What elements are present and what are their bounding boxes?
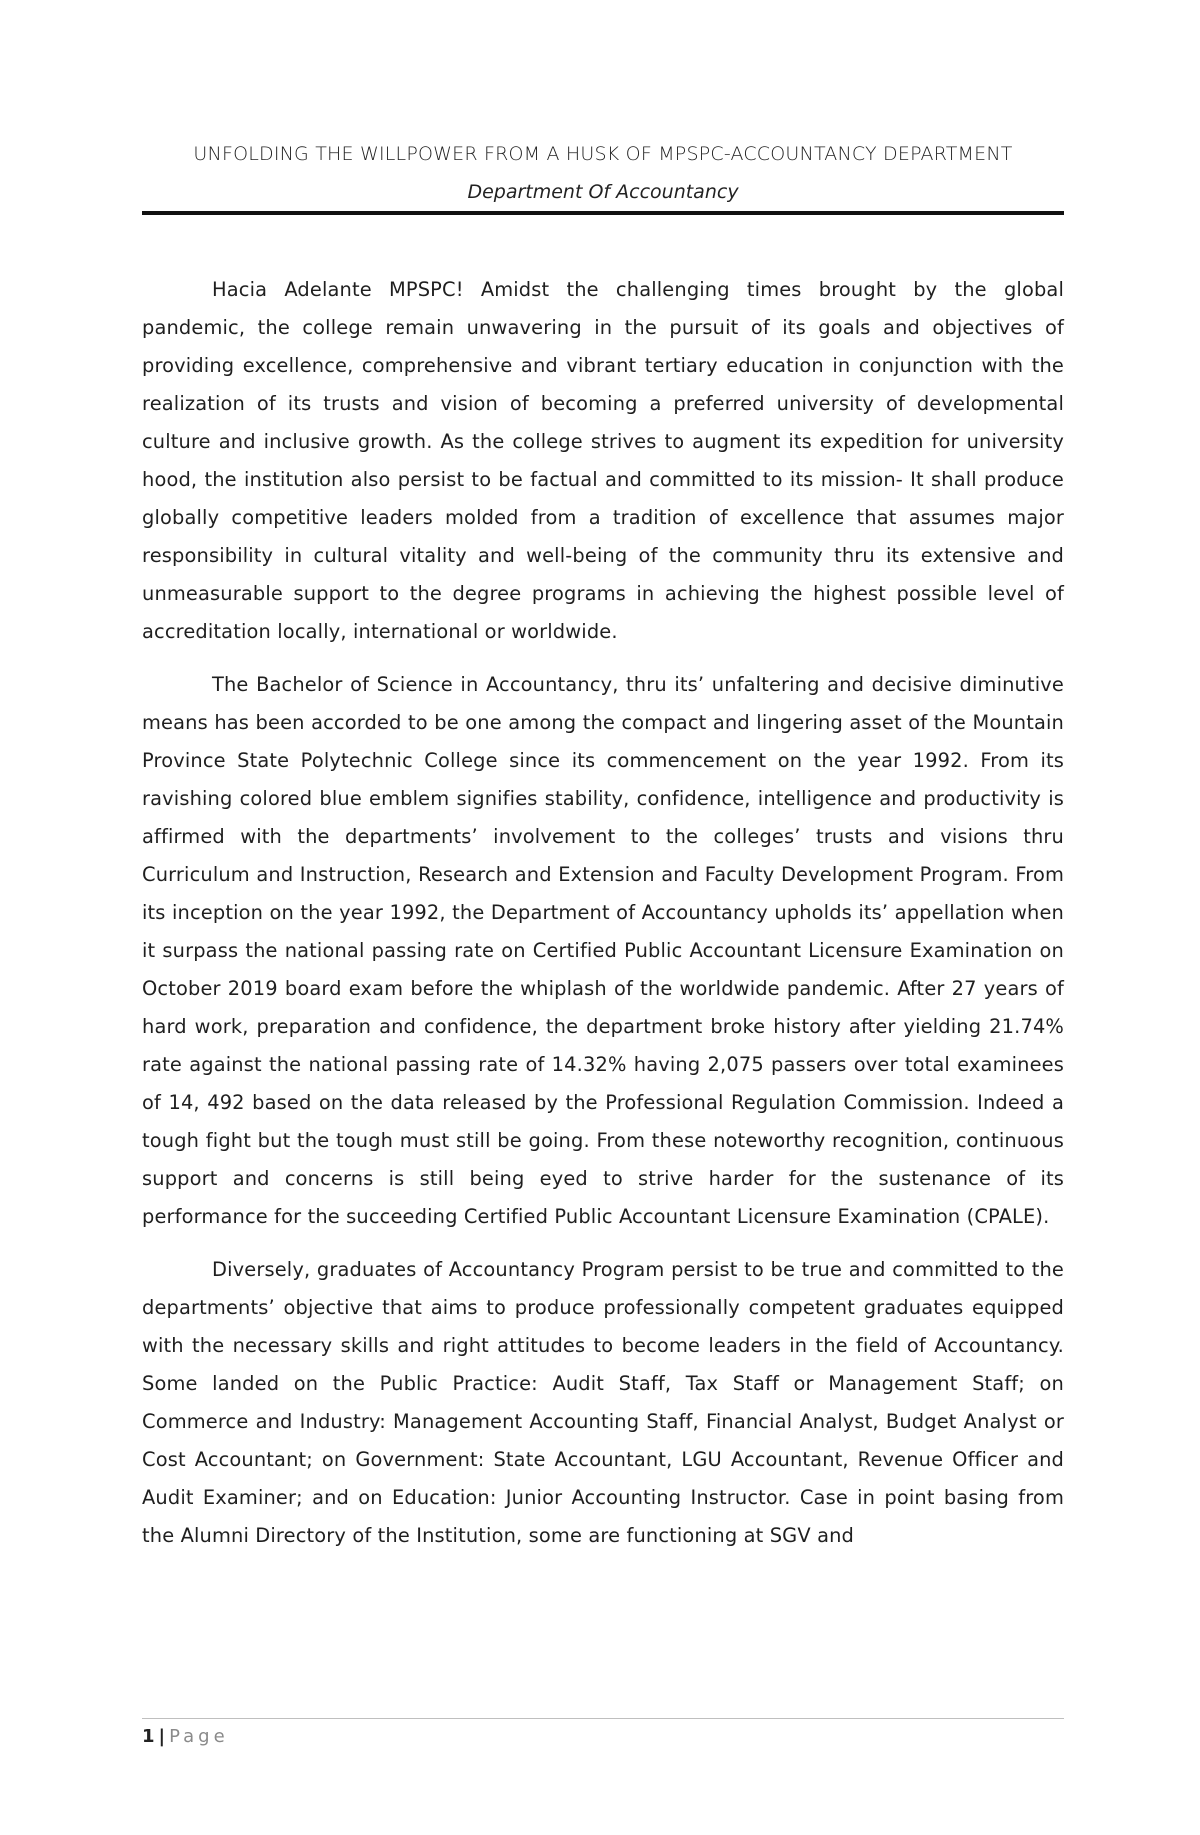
document-subtitle: Department Of Accountancy — [467, 181, 739, 203]
document-body — [142, 271, 1064, 1570]
page-footer — [142, 1724, 229, 1750]
paragraph-3: Diversely, graduates of Accountancy Program persist to be true and committed to the departments’ objective that aims to produce professionally competent graduates equipped with the necessary skills and right attitudes to become leaders in the field of Accountancy. Some landed on the Public Practice: Audit Staff, Tax Staff or Management Staff; on Commerce and Industry: Management Accounting Staff, Financial Analyst, Budget Analyst or Cost Accountant; on Government: State Accountant, LGU Accountant, Revenue Officer and Audit Examiner; and on Education: Junior Accounting Instructor. Case in point basing from the Alumni Directory of the Institution, some are functioning at SGV and — [142, 1258, 1064, 1547]
page-label: Page — [169, 1726, 229, 1747]
footer-divider — [142, 1718, 1064, 1719]
paragraph-2: The Bachelor of Science in Accountancy, thru its’ unfaltering and decisive diminutive means has been accorded to be one among the compact and lingering asset of the Mountain Province State Polytechnic College since its commencement on the year 1992. From its ravishing colored blue emblem signifies stability, confidence, intelligence and productivity is affirmed with the departments’ involvement to the colleges’ trusts and visions thru Curriculum and Instruction, Research and Extension and Faculty Development Program. From its inception on the year 1992, the Department of Accountancy upholds its’ appellation when it surpass the national passing rate on Certified Public Accountant Licensure Examination on October 2019 board exam before the whiplash of the worldwide pandemic. After 27 years of hard work, preparation and confidence, the department broke history after yielding 21.74% rate against the national passing rate of 14.32% having 2,075 passers over total examinees of 14, 492 based on the data released by the Professional Regulation Commission. Indeed a tough fight but the tough must still be going. From these noteworthy recognition, continuous support and concerns is still being eyed to strive harder for the sustenance of its performance for the succeeding Certified Public Accountant Licensure Examination (CPALE). — [142, 673, 1064, 1228]
paragraph-1: Hacia Adelante MPSPC! Amidst the challenging times brought by the global pandemic, the college remain unwavering in the pursuit of its goals and objectives of providing excellence, comprehensive and vibrant tertiary education in conjunction with the realization of its trusts and vision of becoming a preferred university of developmental culture and inclusive growth. As the college strives to augment its expedition for university hood, the institution also persist to be factual and committed to its mission- It shall produce globally competitive leaders molded from a tradition of excellence that assumes major responsibility in cultural vitality and well-being of the community thru its extensive and unmeasurable support to the degree programs in achieving the highest possible level of accreditation locally, international or worldwide. — [142, 278, 1064, 643]
document-title: UNFOLDING THE WILLPOWER FROM A HUSK OF MPSPC-ACCOUNTANCY DEPARTMENT — [193, 143, 1013, 165]
page-number: 1 — [142, 1726, 155, 1747]
document-header — [142, 140, 1064, 206]
header-divider — [142, 211, 1064, 215]
footer-separator: | — [158, 1726, 166, 1747]
